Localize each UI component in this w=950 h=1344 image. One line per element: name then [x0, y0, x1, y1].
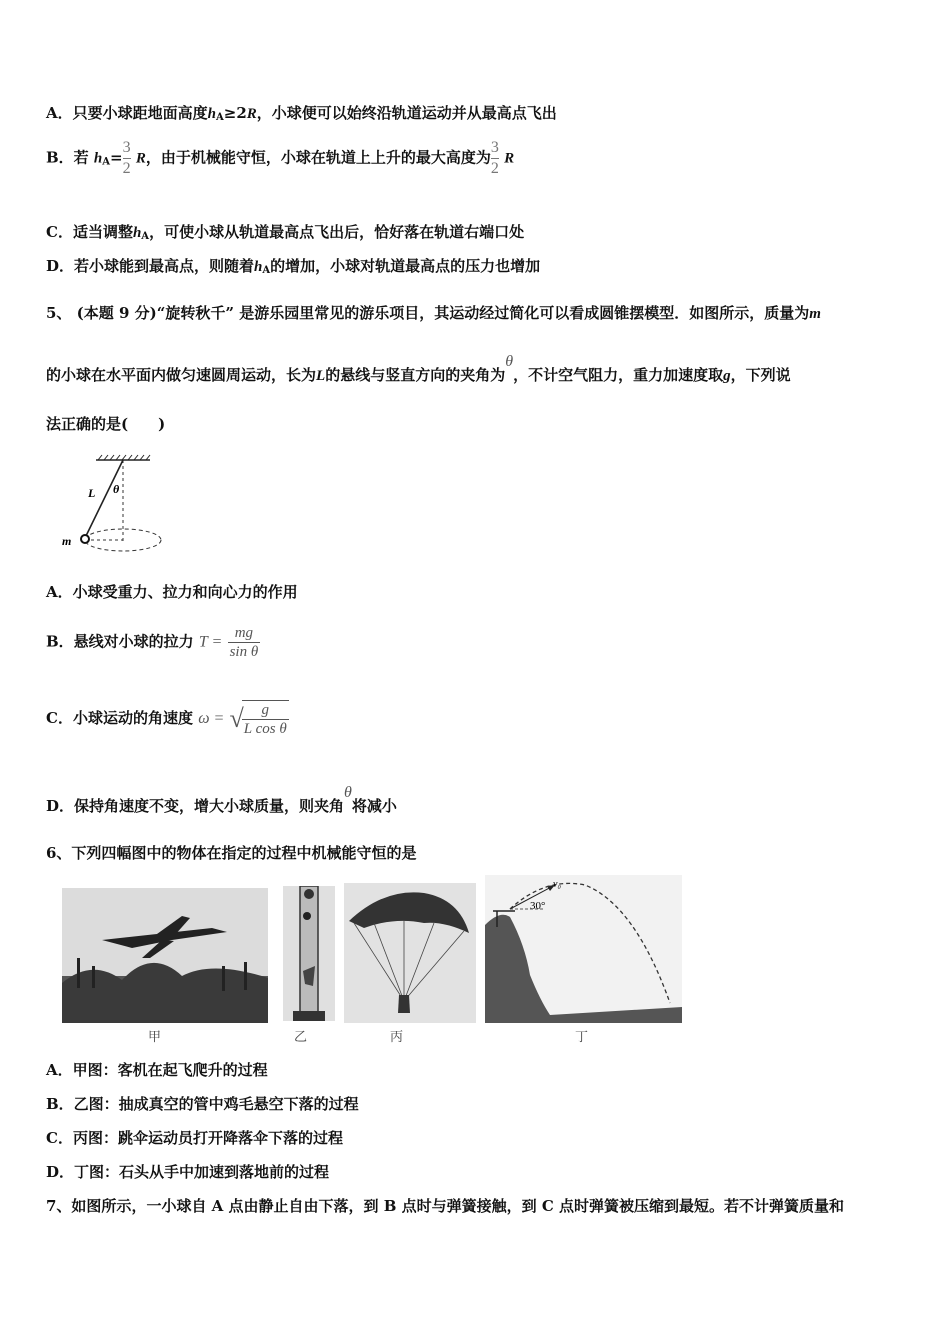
label-theta: θ — [113, 482, 120, 496]
q5-opt-d-theta: θ — [344, 784, 352, 801]
q4-option-d — [46, 255, 540, 276]
q4-option-a — [46, 102, 557, 123]
q4-a-rest: ，小球便可以始终沿轨道运动并从最高点飞出 — [256, 104, 557, 122]
q5-opt-c-num: g — [261, 702, 270, 718]
photo-parachute — [344, 883, 476, 1023]
q4-a-text: A．只要小球距地面高度 — [46, 104, 208, 122]
q4-a-mid: ≥2 — [223, 104, 247, 122]
q4-b-rest: ，由于机械能守恒，小球在轨道上上升的最大高度为 — [145, 148, 491, 167]
caption-yi: 乙 — [294, 1030, 308, 1045]
q4-option-c — [46, 221, 524, 242]
q6-opt-d-text: D．丁图：石头从手中加速到落地前的过程 — [46, 1163, 330, 1181]
q4-c-text: C．适当调整 — [46, 223, 133, 241]
q6-opt-c-text: C．丙图：跳伞运动员打开降落伞下落的过程 — [46, 1129, 343, 1147]
q4-b-R2: R — [504, 150, 515, 167]
sqrt-icon: √ — [229, 704, 244, 733]
q4-d-sub: A — [262, 265, 271, 276]
q4-c-var: h — [132, 225, 142, 241]
q5-opt-c-text: C．小球运动的角速度 — [46, 709, 193, 727]
q6-option-b — [46, 1093, 359, 1114]
q4-b-num2: 3 — [490, 139, 499, 156]
q4-b-fraction — [123, 138, 131, 179]
q4-d-rest: 的增加，小球对轨道最高点的压力也增加 — [270, 257, 541, 275]
q5-option-d — [46, 784, 397, 816]
q5-opt-c-fraction — [242, 700, 289, 738]
skydiver-icon — [398, 995, 410, 1013]
q4-option-b — [46, 138, 514, 179]
q5-opt-b-num: mg — [234, 625, 254, 641]
q6-option-c — [46, 1127, 343, 1148]
ball — [81, 535, 89, 543]
conical-pendulum-figure — [58, 452, 168, 557]
q4-a-var: h — [207, 106, 216, 122]
q4-b-var: h — [93, 150, 103, 167]
q4-b-den2: 2 — [490, 160, 499, 177]
q5-line2c: ，不计空气阻力，重力加速度取 — [513, 366, 724, 384]
photo-airplane — [62, 888, 268, 1023]
q5-opt-a-text: A．小球受重力、拉力和向心力的作用 — [46, 583, 298, 601]
q4-c-rest: ，可使小球从轨道最高点飞出后，恰好落在轨道右端口处 — [149, 223, 525, 241]
q6-option-a — [46, 1059, 268, 1080]
q5-opt-c-den: L cos θ — [243, 721, 287, 737]
q4-a-R: R — [246, 106, 257, 122]
q6-stem — [46, 842, 416, 863]
q5-opt-b-fraction — [228, 624, 261, 661]
q5-stem-line1 — [46, 302, 821, 323]
angle-label: 30° — [530, 900, 546, 912]
q6-opt-b-text: B．乙图：抽成真空的管中鸡毛悬空下落的过程 — [46, 1095, 359, 1113]
q5-stem-line2 — [46, 353, 791, 385]
q5-option-c — [46, 700, 289, 738]
q5-opt-c-lhs: ω = — [198, 710, 225, 727]
q4-c-sub: A — [141, 231, 150, 242]
q5-m-var: m — [809, 306, 821, 322]
q5-opt-b-lhs: T = — [198, 633, 223, 651]
q4-b-sub: A — [102, 156, 111, 168]
q6-stem-text: 6、下列四幅图中的物体在指定的过程中机械能守恒的是 — [46, 844, 417, 862]
q5-g-var: g — [723, 368, 731, 384]
q5-opt-d-a: D．保持角速度不变，增大小球质量，则夹角 — [46, 797, 345, 815]
q4-b-eq: = — [110, 148, 123, 167]
caption-jia: 甲 — [148, 1030, 162, 1045]
q5-line2a: 的小球在水平面内做匀速圆周运动，长为 — [46, 366, 317, 384]
q7-stem-line1 — [46, 1195, 844, 1216]
q5-option-b — [46, 624, 260, 661]
coin-icon — [303, 912, 311, 920]
q5-line1-text: 5、 (本题 9 分)“旋转秋千” 是游乐园里常见的游乐项目，其运动经过简化可以看成圆锥摆模型．如图所示，质量为 — [46, 304, 810, 322]
v0-label: v₀ — [553, 879, 561, 890]
q5-opt-b-den: sin θ — [229, 644, 259, 660]
q5-theta: θ — [505, 353, 514, 370]
q6-option-d — [46, 1161, 329, 1182]
caption-ding: 丁 — [575, 1030, 589, 1045]
q4-d-text: D．若小球能到最高点，则随着 — [46, 257, 255, 275]
q4-d-var: h — [254, 259, 263, 275]
q5-line3: 法正确的是( ) — [46, 415, 166, 433]
q4-b-fraction2 — [491, 138, 499, 179]
q4-b-R: R — [135, 150, 146, 167]
q5-L-var: L — [316, 368, 326, 384]
photo-thrown-stone — [485, 875, 682, 1023]
label-m: m — [62, 534, 72, 548]
photo-vacuum-tube — [283, 886, 335, 1021]
q4-a-sub: A — [215, 112, 224, 123]
q5-opt-d-b: 将减小 — [351, 797, 397, 815]
q6-opt-a-text: A．甲图：客机在起飞爬升的过程 — [46, 1061, 268, 1079]
q7-line1-text: 7、如图所示，一小球自 A 点由静止自由下落，到 B 点时与弹簧接触，到 C 点时弹簧被压缩到最短。若不计弹簧质量和 — [46, 1197, 845, 1215]
q5-stem-line3 — [46, 413, 165, 434]
q5-opt-b-text: B．悬线对小球的拉力 — [46, 632, 194, 651]
q4-b-text: B．若 — [46, 148, 89, 167]
q5-line2d: ，下列说 — [730, 366, 791, 384]
q5-line2b: 的悬线与竖直方向的夹角为 — [325, 366, 506, 384]
q4-b-den: 2 — [122, 160, 131, 177]
caption-bing: 丙 — [390, 1030, 404, 1045]
q5-option-a — [46, 581, 298, 602]
label-L: L — [88, 486, 96, 500]
q4-b-num: 3 — [122, 139, 131, 156]
